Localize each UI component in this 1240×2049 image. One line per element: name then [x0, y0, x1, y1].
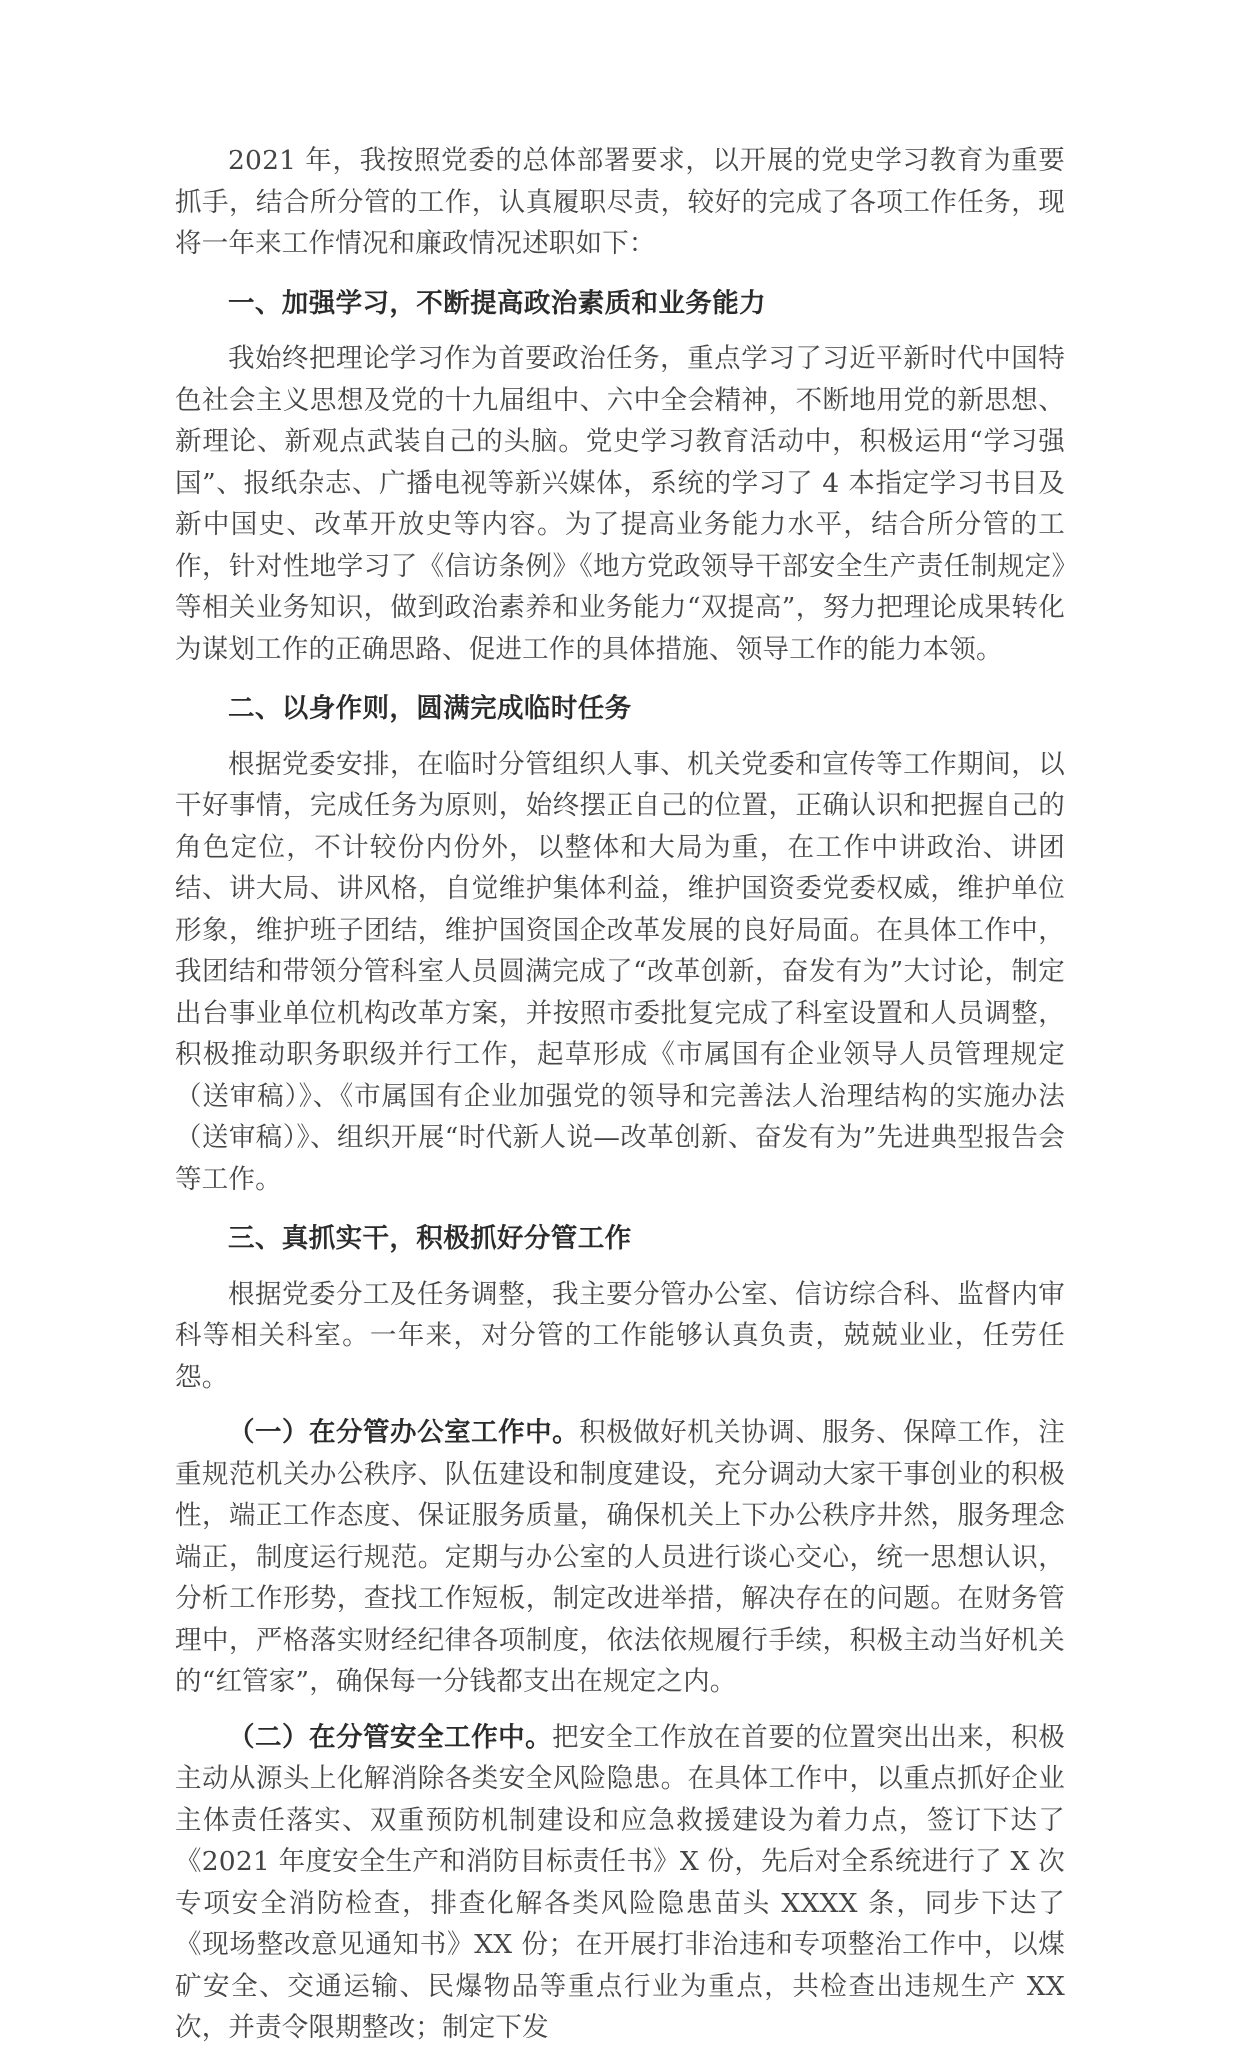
subsection-1-text: 积极做好机关协调、服务、保障工作，注重规范机关办公秩序、队伍建设和制度建设，充分调动大家干事创业的积极性，端正工作态度、保证服务质量，确保机关上下办公秩序井然，服务理念端正，制度运行规范。定期与办公室的人员进行谈心交心，统一思想认识，分析工作形势，查找工作短板，制定改进举措，解决存在的问题。在财务管理中，严格落实财经纪律各项制度，依法依规履行手续，积极主动当好机关的“红管家”，确保每一分钱都支出在规定之内。 — [175, 1417, 1065, 1697]
section-3-paragraph: 根据党委分工及任务调整，我主要分管办公室、信访综合科、监督内审科等相关科室。一年来，对分管的工作能够认真负责，兢兢业业，任劳任怨。 — [175, 1278, 1065, 1393]
section-heading-3: 三、真抓实干，积极抓好分管工作 — [228, 1223, 632, 1254]
section-1-paragraph: 我始终把理论学习作为首要政治任务，重点学习了习近平新时代中国特色社会主义思想及党的十九届组中、六中全会精神，不断地用党的新思想、新理论、新观点武装自己的头脑。党史学习教育活动中，积极运用“学习强国”、报纸杂志、广播电视等新兴媒体，系统的学习了 4 本指定学习书目及新中国史、改革开放史等内容。为了提高业务能力水平，结合所分管的工作，针对性地学习了《信访条例》《地方党政领导干部安全生产责任制规定》等相关业务知识，做到政治素养和业务能力“双提高”，努力把理论成果转化为谋划工作的正确思路、促进工作的具体措施、领导工作的能力本领。 — [175, 343, 1065, 665]
subsection-2-label: （二）在分管安全工作中。 — [228, 1721, 553, 1753]
subsection-1 — [175, 1412, 1065, 1703]
intro-paragraph: 2021 年，我按照党委的总体部署要求，以开展的党史学习教育为重要抓手，结合所分管的工作，认真履职尽责，较好的完成了各项工作任务，现将一年来工作情况和廉政情况述职如下： — [175, 145, 1065, 259]
document-body — [175, 140, 1065, 2049]
subsection-2-text: 把安全工作放在首要的位置突出出来，积极主动从源头上化解消除各类安全风险隐患。在具体工作中，以重点抓好企业主体责任落实、双重预防机制建设和应急救援建设为着力点，签订下达了《2021 年度安全生产和消防目标责任书》X 份，先后对全系统进行了 X 次专项安全消防检查，排查化解各类风险隐患苗头 XXXX 条，同步下达了《现场整改意见通知书》XX 份；在开展打非治违和专项整治工作中，以煤矿安全、交通运输、民爆物品等重点行业为重点，共检查出违规生产 XX 次，并责令限期整改；制定下发 — [175, 1721, 1065, 2043]
subsection-1-label: （一）在分管办公室工作中。 — [228, 1417, 580, 1448]
section-heading-1: 一、加强学习，不断提高政治素质和业务能力 — [228, 287, 766, 319]
subsection-2 — [175, 1717, 1065, 2049]
section-2-paragraph: 根据党委安排，在临时分管组织人事、机关党委和宣传等工作期间，以干好事情，完成任务为原则，始终摆正自己的位置，正确认识和把握自己的角色定位，不计较份内份外，以整体和大局为重，在工作中讲政治、讲团结、讲大局、讲风格，自觉维护集体利益，维护国资委党委权威，维护单位形象，维护班子团结，维护国资国企改革发展的良好局面。在具体工作中，我团结和带领分管科室人员圆满完成了“改革创新，奋发有为”大讨论，制定出台事业单位机构改革方案，并按照市委批复完成了科室设置和人员调整，积极推动职务职级并行工作，起草形成《市属国有企业领导人员管理规定（送审稿）》、《市属国有企业加强党的领导和完善法人治理结构的实施办法（送审稿）》、组织开展“时代新人说—改革创新、奋发有为”先进典型报告会等工作。 — [175, 748, 1065, 1195]
section-heading-2: 二、以身作则，圆满完成临时任务 — [228, 693, 632, 724]
